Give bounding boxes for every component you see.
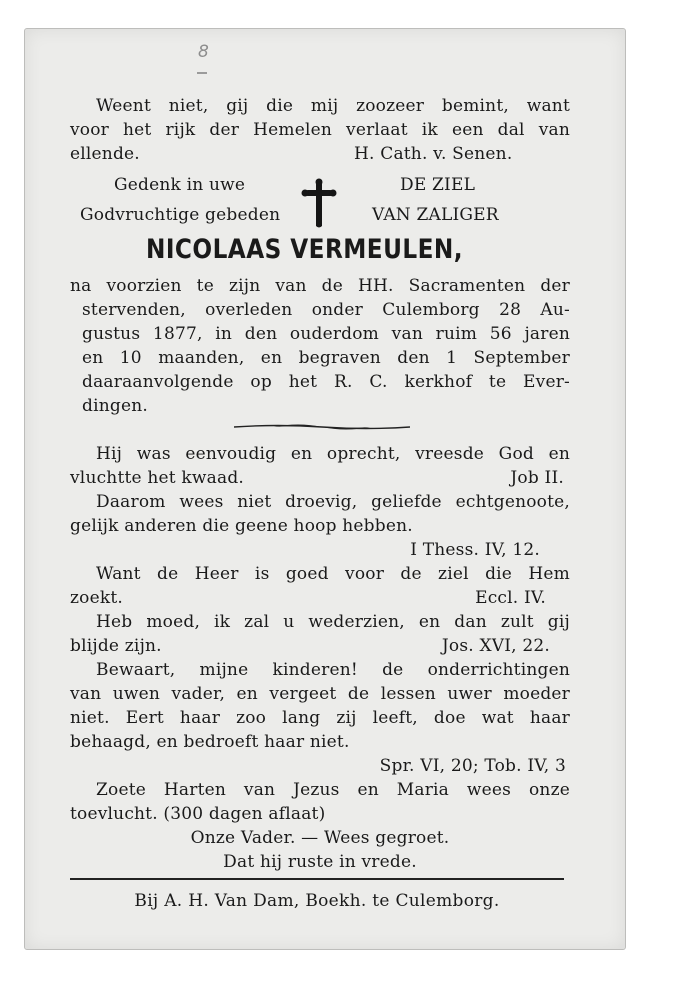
printer-imprint: Bij A. H. Van Dam, Boekh. te Culemborg. [134, 891, 500, 911]
intro-line-2: voor het rijk der Hemelen verlaat ik een dal van [70, 120, 570, 140]
verse-reference: Jos. XVI, 22. [441, 636, 550, 656]
verse-line: Zoete Harten van Jezus en Maria wees onze [96, 780, 570, 800]
biography-line: en 10 maanden, en begraven den 1 September [82, 348, 570, 368]
prayer-right-line-1: DE ZIEL [400, 175, 476, 195]
biography-line: stervenden, overleden onder Culemborg 28 Au- [82, 300, 570, 320]
verse-line: Heb moed, ik zal u wederzien, en dan zult gij [96, 612, 570, 632]
prayer-right-line-2: VAN ZALIGER [372, 205, 499, 225]
intro-line-3-left: ellende. [70, 144, 140, 164]
verse-line: gelijk anderen die geene hoop hebben. [70, 516, 413, 536]
pencil-dash [197, 72, 207, 74]
verse-line: Hij was eenvoudig en oprecht, vreesde God en [96, 444, 570, 464]
verse-line: toevlucht. (300 dagen aflaat) [70, 804, 326, 824]
verse-reference: Job II. [510, 468, 564, 488]
biography-line: daaraanvolgende op het R. C. kerkhof te Ever- [82, 372, 570, 392]
biography-line: dingen. [82, 396, 148, 416]
verse-line: behaagd, en bedroeft haar niet. [70, 732, 350, 752]
prayer-left-line-1: Gedenk in uwe [114, 175, 246, 195]
verse-reference: I Thess. IV, 12. [410, 540, 540, 560]
verse-reference: Eccl. IV. [475, 588, 546, 608]
cross-icon [301, 178, 337, 230]
deceased-name: NICOLAAS VERMEULEN, [146, 234, 464, 265]
intro-line-1: Weent niet, gij die mij zoozeer bemint, want [96, 96, 570, 116]
verse-line: niet. Eert haar zoo lang zij leeft, doe wat haar [70, 708, 570, 728]
intro-attribution: H. Cath. v. Senen. [354, 144, 513, 164]
biography-line: na voorzien te zijn van de HH. Sacramenten der [70, 276, 570, 296]
biography-line: gustus 1877, in den ouderdom van ruim 56 jaren [82, 324, 570, 344]
verse-line: Want de Heer is goed voor de ziel die Hem [96, 564, 570, 584]
verse-line: vluchtte het kwaad. [70, 468, 245, 488]
verse-line: van uwen vader, en vergeet de lessen uwer moeder [70, 684, 570, 704]
closing-blessing: Dat hij ruste in vrede. [223, 852, 417, 872]
verse-line: Daarom wees niet droevig, geliefde echtgenoote, [96, 492, 570, 512]
verse-reference: Spr. VI, 20; Tob. IV, 3 [379, 756, 566, 776]
pencil-mark: 8 [198, 42, 209, 62]
verse-line: zoekt. [70, 588, 123, 608]
ornament-divider [234, 421, 410, 433]
prayer-left-line-2: Godvruchtige gebeden [80, 205, 281, 225]
closing-prayer: Onze Vader. — Wees gegroet. [190, 828, 450, 848]
verse-line: Bewaart, mijne kinderen! de onderrichtingen [96, 660, 570, 680]
footer-rule [70, 878, 564, 880]
verse-line: blijde zijn. [70, 636, 162, 656]
